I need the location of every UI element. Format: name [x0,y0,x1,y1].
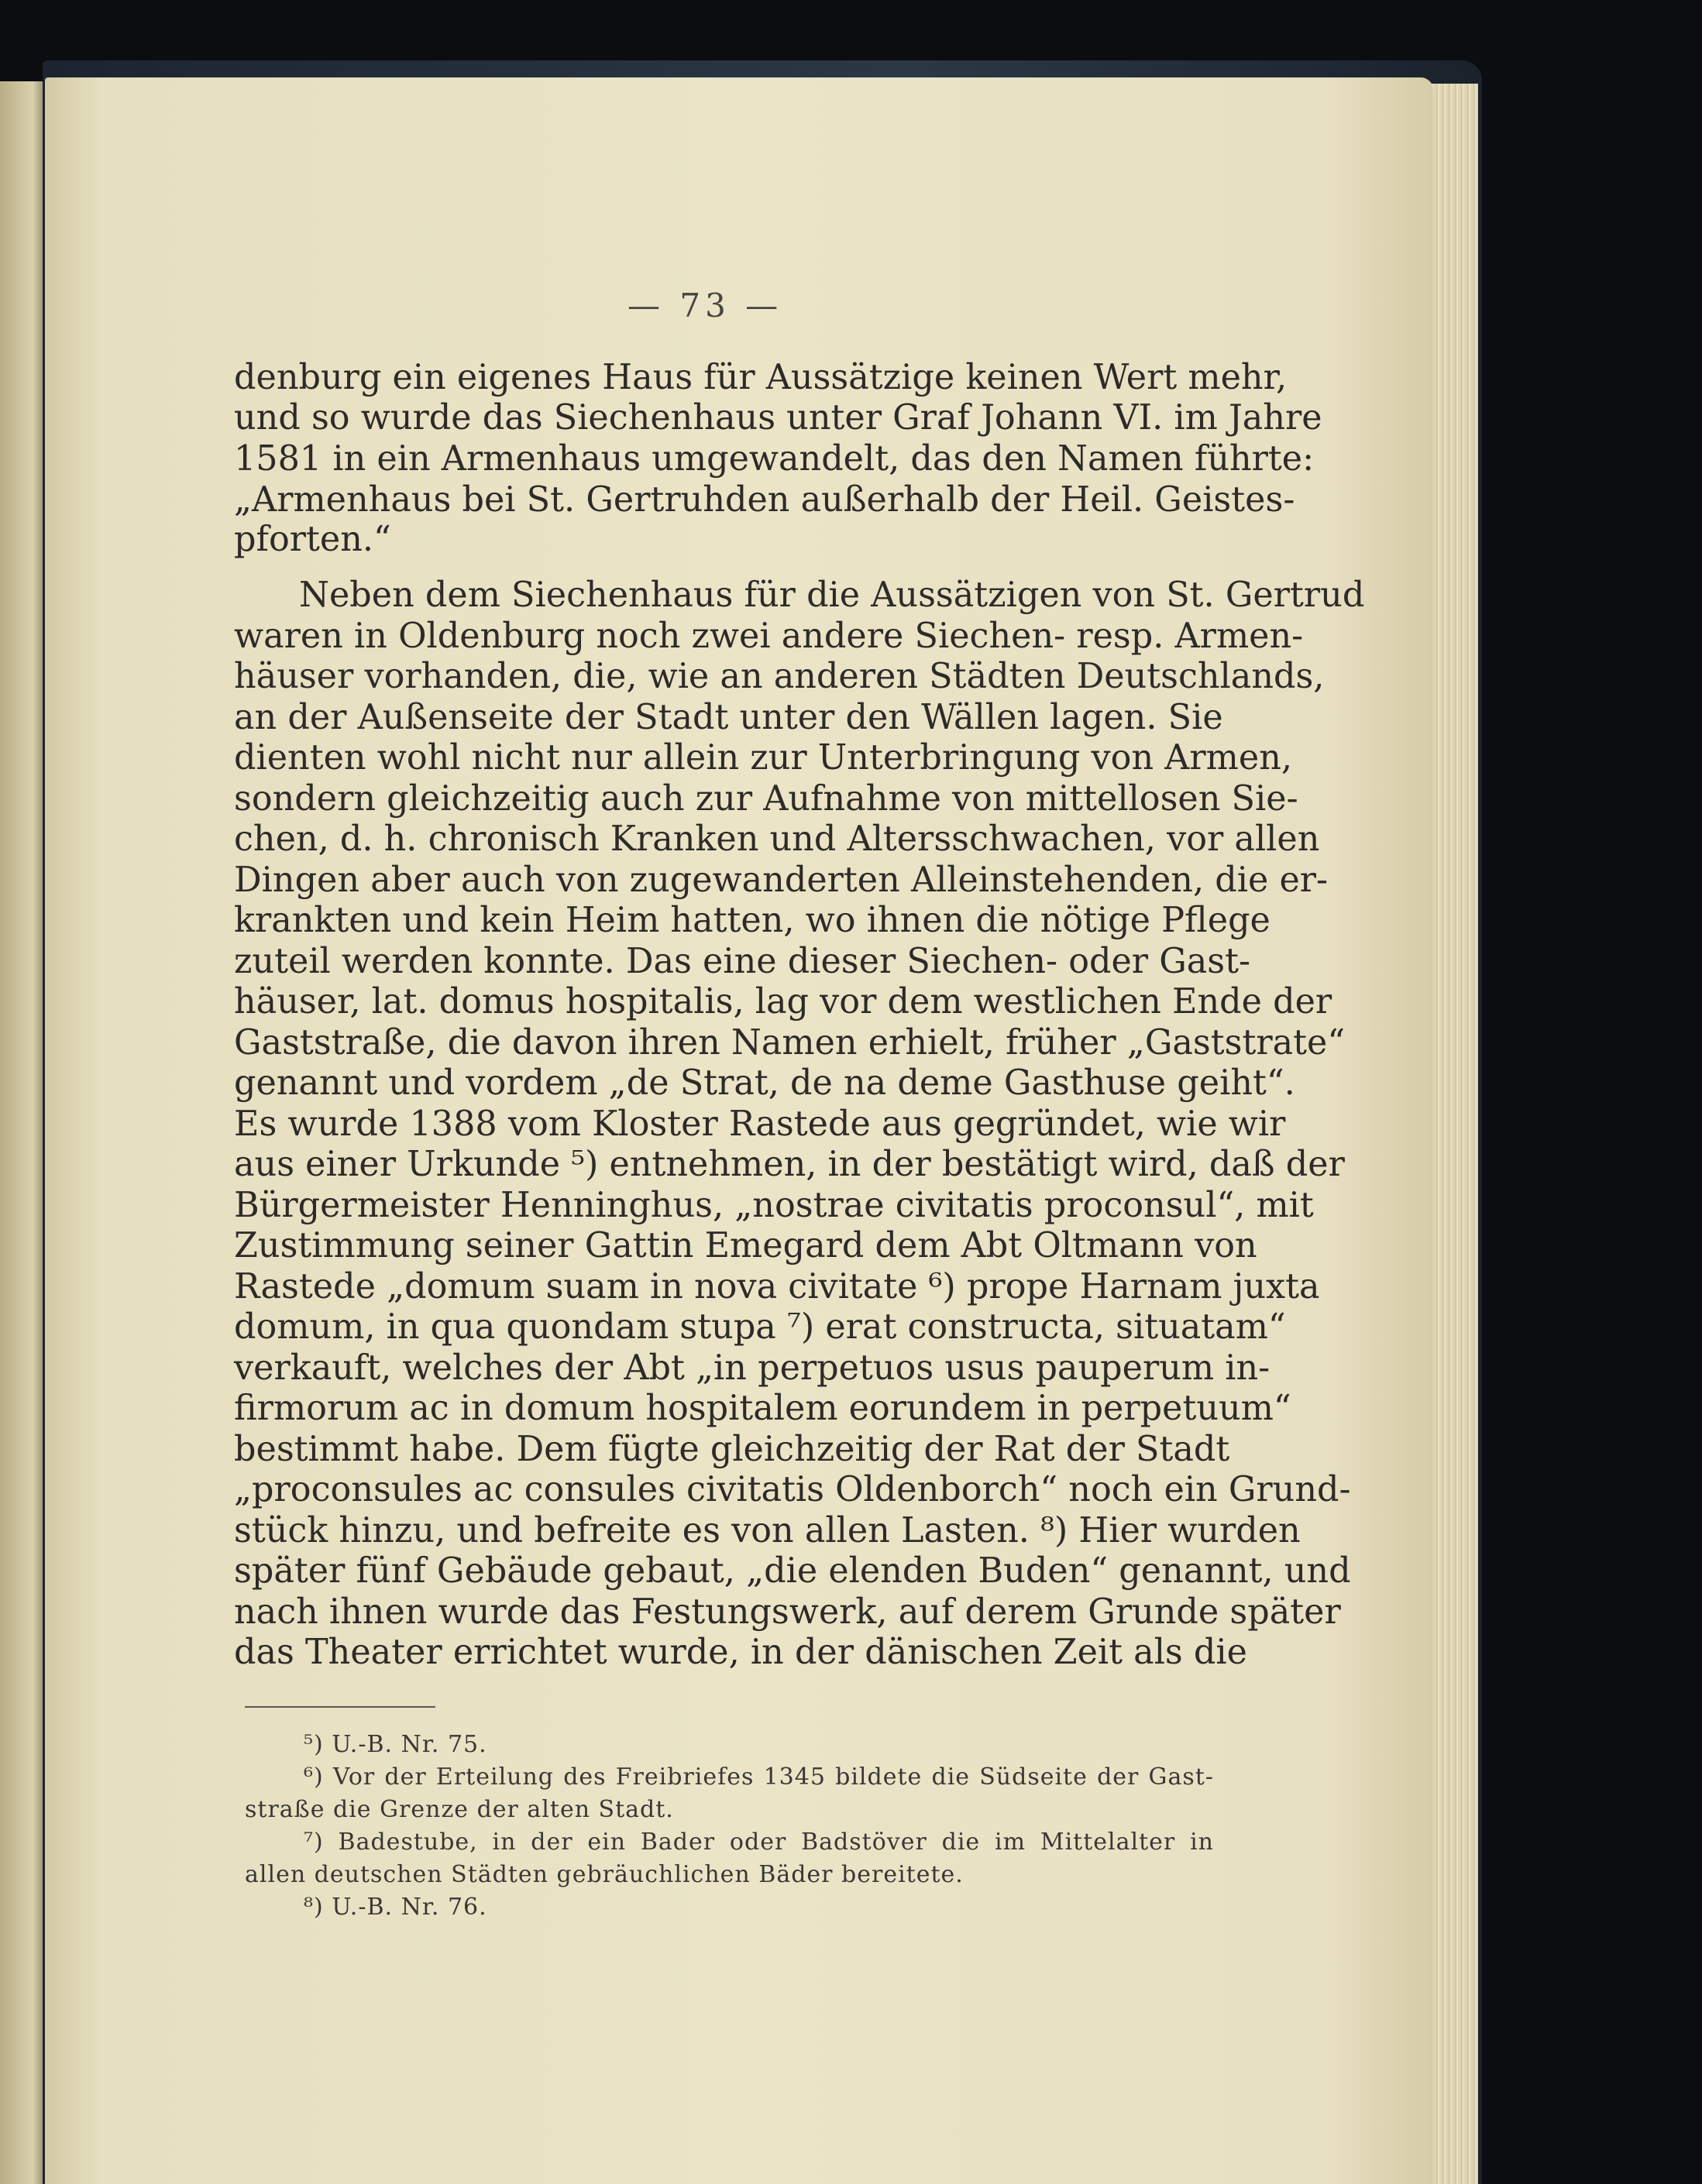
body-line: später fünf Gebäude gebaut, „die elenden Buden“ genannt, und [234,1551,1351,1591]
body-line: nach ihnen wurde das Festungswerk, auf derem Grunde später [234,1592,1341,1632]
body-line: stück hinzu, und befreite es von allen Lasten. ⁸) Hier wurden [234,1511,1301,1550]
footnote-6: ⁶) Vor der Erteilung des Freibriefes 1345 bildete die Südseite der Gast- [304,1763,1214,1791]
body-line: zuteil werden konnte. Das eine dieser Siechen- oder Gast- [234,942,1251,981]
footnote-5: ⁵) U.-B. Nr. 75. [304,1731,487,1758]
page-number: — 73 — [628,287,783,325]
footnote-8: ⁸) U.-B. Nr. 76. [304,1894,487,1921]
left-page-edge [0,81,46,2184]
body-line: häuser, lat. domus hospitalis, lag vor dem westlichen Ende der [234,982,1332,1022]
body-line: das Theater errichtet wurde, in der dänischen Zeit als die [234,1633,1247,1672]
body-line: Neben dem Siechenhaus für die Aussätzigen von St. Gertrud [299,575,1365,615]
body-line: Bürgermeister Henninghus, „nostrae civitatis proconsul“, mit [234,1186,1314,1225]
body-line: „proconsules ac consules civitatis Oldenborch“ noch ein Grund- [234,1470,1351,1509]
body-line: verkauft, welches der Abt „in perpetuos usus pauperum in- [234,1348,1270,1388]
footnote-7-cont: allen deutschen Städten gebräuchlichen Bäder bereitete. [245,1861,964,1888]
footnote-separator [245,1706,435,1708]
body-line: denburg ein eigenes Haus für Aussätzige keinen Wert mehr, [234,358,1288,397]
body-line: waren in Oldenburg noch zwei andere Siechen- resp. Armen- [234,616,1304,656]
body-line: Gaststraße, die davon ihren Namen erhielt, früher „Gaststrate“ [234,1023,1346,1063]
body-line: häuser vorhanden, die, wie an anderen Städten Deutschlands, [234,657,1325,696]
body-line: genannt und vordem „de Strat, de na deme Gasthuse geiht“. [234,1063,1295,1103]
body-line: „Armenhaus bei St. Gertruhden außerhalb der Heil. Geistes- [234,480,1295,520]
body-line: und so wurde das Siechenhaus unter Graf Johann VI. im Jahre [234,398,1322,438]
body-line: domum, in qua quondam stupa ⁷) erat constructa, situatam“ [234,1307,1286,1347]
body-line: chen, d. h. chronisch Kranken und Altersschwachen, vor allen [234,819,1320,859]
body-line: 1581 in ein Armenhaus umgewandelt, das den Namen führte: [234,439,1315,479]
body-line: Rastede „domum suam in nova civitate ⁶) prope Harnam juxta [234,1267,1320,1307]
body-line: pforten.“ [234,520,391,559]
body-line: dienten wohl nicht nur allein zur Unterbringung von Armen, [234,738,1293,778]
footnote-6-cont: straße die Grenze der alten Stadt. [245,1796,674,1823]
body-line: bestimmt habe. Dem fügte gleichzeitig der Rat der Stadt [234,1430,1230,1469]
body-line: aus einer Urkunde ⁵) entnehmen, in der bestätigt wird, daß der [234,1145,1345,1184]
book-page [45,77,1433,2184]
body-line: krankten und kein Heim hatten, wo ihnen die nötige Pflege [234,901,1270,940]
body-line: firmorum ac in domum hospitalem eorundem in perpetuum“ [234,1389,1291,1428]
footnote-7: ⁷) Badestube, in der ein Bader oder Badstöver die im Mittelalter in [304,1829,1214,1856]
body-line: sondern gleichzeitig auch zur Aufnahme von mittellosen Sie- [234,779,1298,819]
body-line: Zustimmung seiner Gattin Emegard dem Abt Oltmann von [234,1226,1257,1265]
body-line: Dingen aber auch von zugewanderten Alleinstehenden, die er- [234,860,1329,900]
body-line: Es wurde 1388 vom Kloster Rastede aus gegründet, wie wir [234,1104,1286,1144]
body-line: an der Außenseite der Stadt unter den Wällen lagen. Sie [234,698,1223,737]
